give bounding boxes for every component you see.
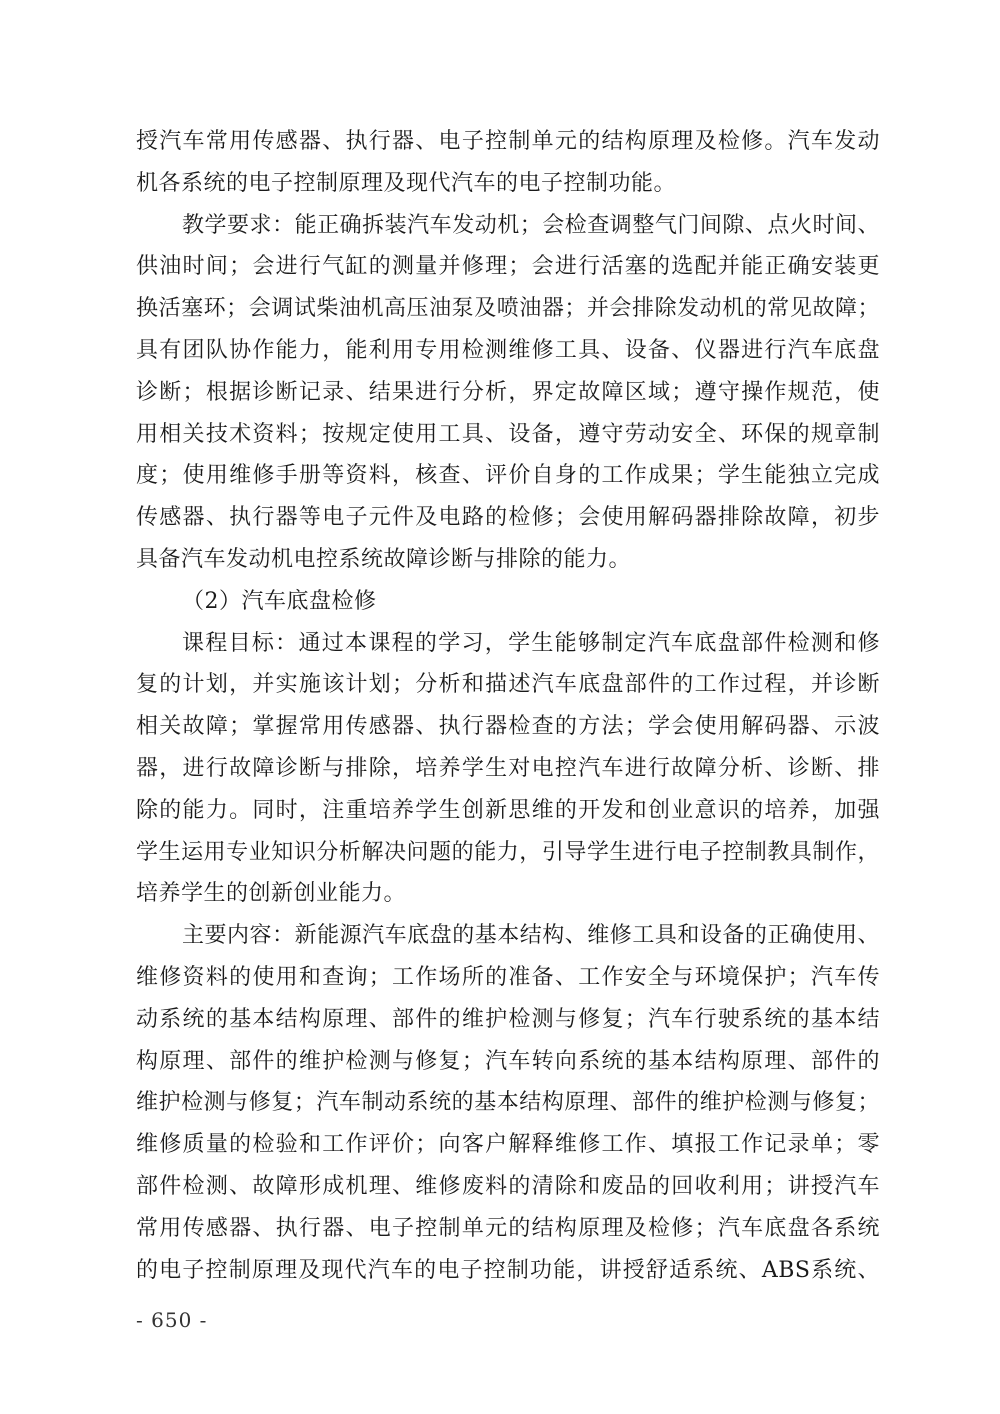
text-line: 传感器、执行器等电子元件及电路的检修；会使用解码器排除故障，初步 [136,505,880,531]
text-line: 具备汽车发动机电控系统故障诊断与排除的能力。 [136,546,632,572]
text-line: 维护检测与修复；汽车制动系统的基本结构原理、部件的维护检测与修复； [136,1090,880,1116]
text-line: 维修质量的检验和工作评价；向客户解释维修工作、填报工作记录单；零 [136,1132,880,1158]
text-line: 培养学生的创新创业能力。 [136,881,407,907]
text-line: 教学要求：能正确拆装汽车发动机；会检查调整气门间隙、点火时间、 [182,212,880,238]
text-line: 相关故障；掌握常用传感器、执行器检查的方法；学会使用解码器、示波 [136,714,880,740]
text-line: 动系统的基本结构原理、部件的维护检测与修复；汽车行驶系统的基本结 [136,1006,880,1032]
text-line: 的电子控制原理及现代汽车的电子控制功能，讲授舒适系统、ABS系统、 [136,1257,880,1283]
text-line: 器，进行故障诊断与排除，培养学生对电控汽车进行故障分析、诊断、排 [136,755,880,781]
section-heading: （2）汽车底盘检修 [182,588,377,614]
text-line: 维修资料的使用和查询；工作场所的准备、工作安全与环境保护；汽车传 [136,964,880,990]
text-line: 除的能力。同时，注重培养学生创新思维的开发和创业意识的培养，加强 [136,797,880,823]
text-line: 主要内容：新能源汽车底盘的基本结构、维修工具和设备的正确使用、 [182,923,880,949]
text-line: 用相关技术资料；按规定使用工具、设备，遵守劳动安全、环保的规章制 [136,421,880,447]
text-line: 换活塞环；会调试柴油机高压油泵及喷油器；并会排除发动机的常见故障； [136,296,880,322]
text-line: 构原理、部件的维护检测与修复；汽车转向系统的基本结构原理、部件的 [136,1048,880,1074]
text-line: 供油时间；会进行气缸的测量并修理；会进行活塞的选配并能正确安装更 [136,254,880,280]
text-line: 具有团队协作能力，能利用专用检测维修工具、设备、仪器进行汽车底盘 [136,337,880,363]
text-line: 部件检测、故障形成机理、维修废料的清除和废品的回收利用；讲授汽车 [136,1173,880,1199]
text-line: 课程目标：通过本课程的学习，学生能够制定汽车底盘部件检测和修 [182,630,880,656]
text-line: 学生运用专业知识分析解决问题的能力，引导学生进行电子控制教具制作， [136,839,880,865]
page-number: - 650 - [136,1308,208,1332]
text-line: 诊断；根据诊断记录、结果进行分析，界定故障区域；遵守操作规范，使 [136,379,880,405]
text-line: 机各系统的电子控制原理及现代汽车的电子控制功能。 [136,170,677,196]
text-line: 复的计划，并实施该计划；分析和描述汽车底盘部件的工作过程，并诊断 [136,672,880,698]
body-text [136,121,880,1291]
text-line: 常用传感器、执行器、电子控制单元的结构原理及检修；汽车底盘各系统 [136,1215,880,1241]
text-line: 度；使用维修手册等资料，核查、评价自身的工作成果；学生能独立完成 [136,463,880,489]
text-line: 授汽车常用传感器、执行器、电子控制单元的结构原理及检修。汽车发动 [136,129,880,154]
